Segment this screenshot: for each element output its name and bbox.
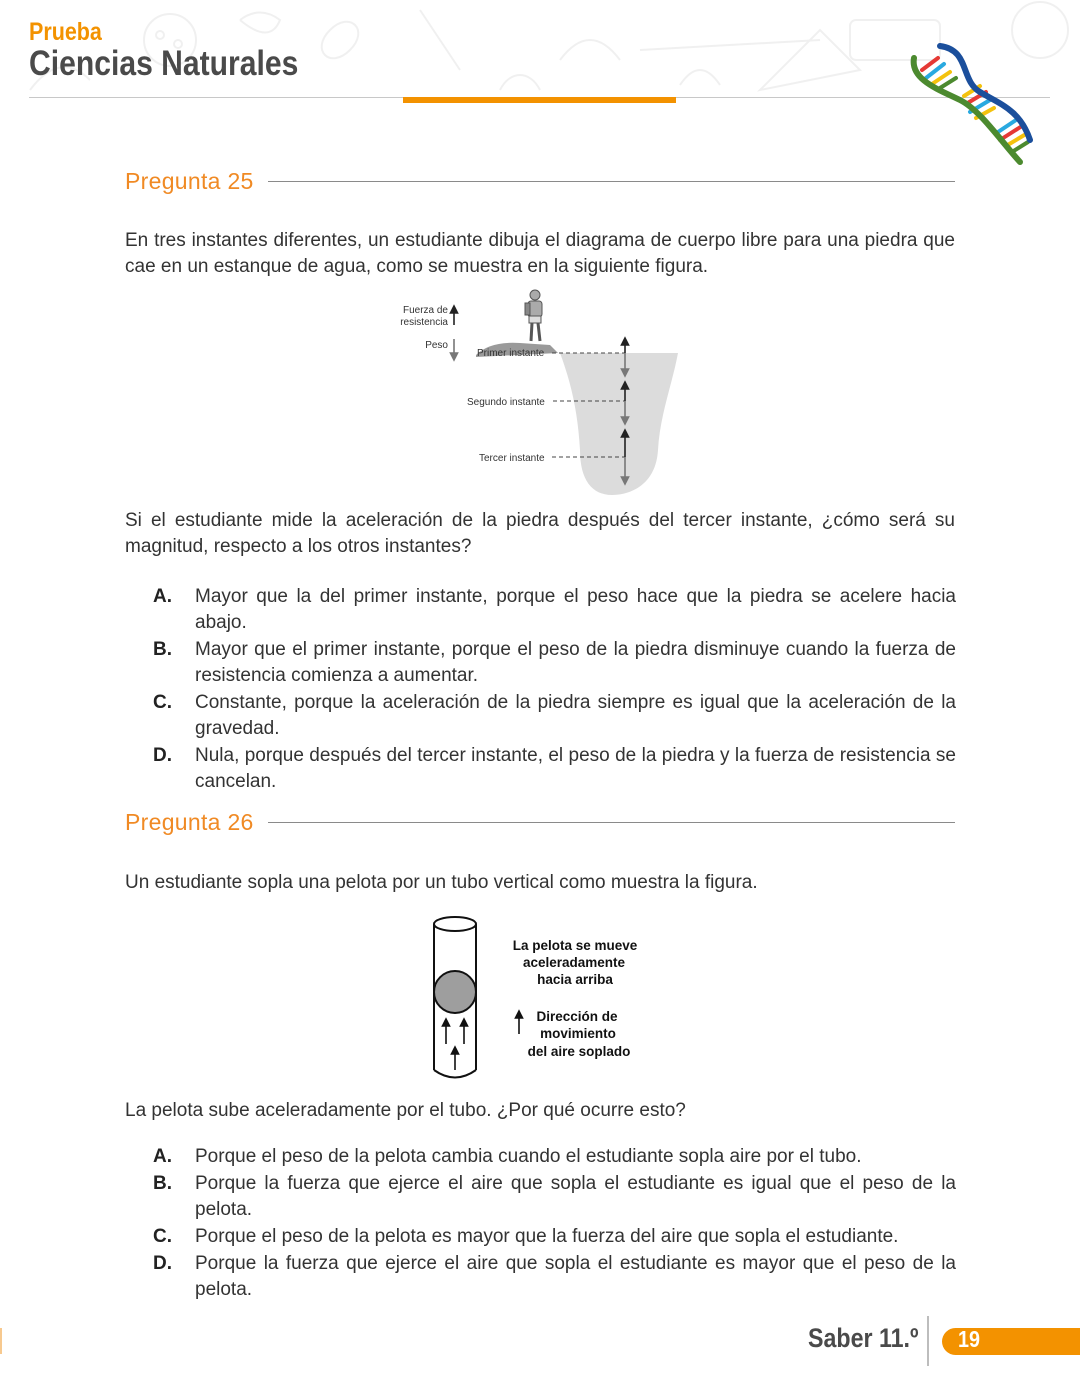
option-b[interactable]	[153, 637, 956, 689]
option-text: Porque el peso de la pelota cambia cuando el estudiante sopla aire por el tubo.	[195, 1146, 862, 1167]
question-26-options	[153, 1144, 956, 1304]
option-text: Constante, porque la aceleración de la piedra siempre es igual que la aceleración de la gravedad.	[195, 692, 956, 739]
svg-text:Primer instante: Primer instante	[477, 348, 545, 359]
question-25-intro: En tres instantes diferentes, un estudiante dibuja el diagrama de cuerpo libre para una piedra que cae en un estanque de agua, como se muestra en la siguiente figura.	[125, 230, 955, 277]
left-margin-mark	[0, 1328, 2, 1354]
option-text: Mayor que la del primer instante, porque el peso hace que la piedra se acelere hacia abajo.	[195, 586, 956, 633]
option-letter: D.	[153, 1253, 172, 1274]
header-accent-bar	[403, 97, 676, 103]
svg-text:La pelota se mueve: La pelota se mueve	[512, 938, 638, 953]
free-body-diagram-figure	[390, 285, 690, 500]
option-c[interactable]	[153, 690, 956, 742]
option-text: Mayor que el primer instante, porque el peso de la piedra disminuye cuando la fuerza de resistencia comienza a aumentar.	[195, 639, 956, 686]
option-text: Porque la fuerza que ejerce el aire que sopla el estudiante es mayor que el peso de la pelota.	[195, 1253, 956, 1300]
question-title: Pregunta 25	[125, 168, 254, 194]
blow-tube-figure	[420, 910, 670, 1085]
question-26-heading	[125, 809, 955, 836]
option-a[interactable]	[153, 584, 956, 636]
option-c[interactable]	[153, 1224, 956, 1250]
option-text: Porque la fuerza que ejerce el aire que sopla el estudiante es igual que el peso de la pelota.	[195, 1173, 956, 1220]
hiker-icon	[525, 290, 542, 341]
question-26-intro: Un estudiante sopla una pelota por un tubo vertical como muestra la figura.	[125, 872, 758, 893]
svg-text:aceleradamente: aceleradamente	[522, 955, 626, 970]
svg-text:Peso: Peso	[425, 340, 448, 351]
heading-rule	[268, 822, 955, 823]
question-25-heading	[125, 168, 955, 195]
option-d[interactable]	[153, 1251, 956, 1303]
question-title: Pregunta 26	[125, 809, 254, 835]
page-number: 19	[958, 1326, 981, 1352]
option-letter: A.	[153, 1146, 172, 1167]
question-25-options	[153, 584, 956, 796]
option-letter: D.	[153, 745, 172, 766]
option-text: Porque el peso de la pelota es mayor que la fuerza del aire que sopla el estudiante.	[195, 1226, 899, 1247]
page-header	[0, 0, 1080, 170]
svg-text:Dirección de: Dirección de	[536, 1009, 618, 1024]
svg-text:del aire soplado: del aire soplado	[527, 1044, 631, 1059]
ball-icon	[434, 971, 476, 1013]
air-arrows-icon	[446, 1014, 519, 1070]
footer-brand: Saber 11.º	[808, 1323, 919, 1353]
option-text: Nula, porque después del tercer instante, el peso de la piedra y la fuerza de resistencia se cancelan.	[195, 745, 956, 792]
page-title: Ciencias Naturales	[29, 44, 299, 83]
option-letter: B.	[153, 639, 172, 660]
footer-divider	[927, 1316, 929, 1366]
option-b[interactable]	[153, 1171, 956, 1223]
option-letter: B.	[153, 1173, 172, 1194]
heading-rule	[268, 181, 955, 182]
tube-diagram	[420, 910, 670, 1085]
option-d[interactable]	[153, 743, 956, 795]
dna-helix-icon	[900, 40, 1045, 165]
svg-text:hacia arriba: hacia arriba	[537, 972, 613, 987]
svg-text:Segundo instante: Segundo instante	[467, 397, 545, 408]
svg-text:resistencia: resistencia	[400, 317, 448, 328]
svg-text:movimiento: movimiento	[540, 1026, 616, 1041]
option-letter: C.	[153, 1226, 172, 1247]
svg-text:Fuerza de: Fuerza de	[402, 305, 448, 316]
option-a[interactable]	[153, 1144, 956, 1170]
pond-diagram	[390, 285, 690, 500]
header-kicker: Prueba	[29, 18, 102, 46]
question-26-prompt: La pelota sube aceleradamente por el tubo. ¿Por qué ocurre esto?	[125, 1100, 686, 1121]
option-letter: C.	[153, 692, 172, 713]
question-25-prompt: Si el estudiante mide la aceleración de la piedra después del tercer instante, ¿cómo será su magnitud, respecto a los otros instantes?	[125, 510, 955, 557]
option-letter: A.	[153, 586, 172, 607]
svg-text:Tercer instante: Tercer instante	[479, 453, 545, 464]
